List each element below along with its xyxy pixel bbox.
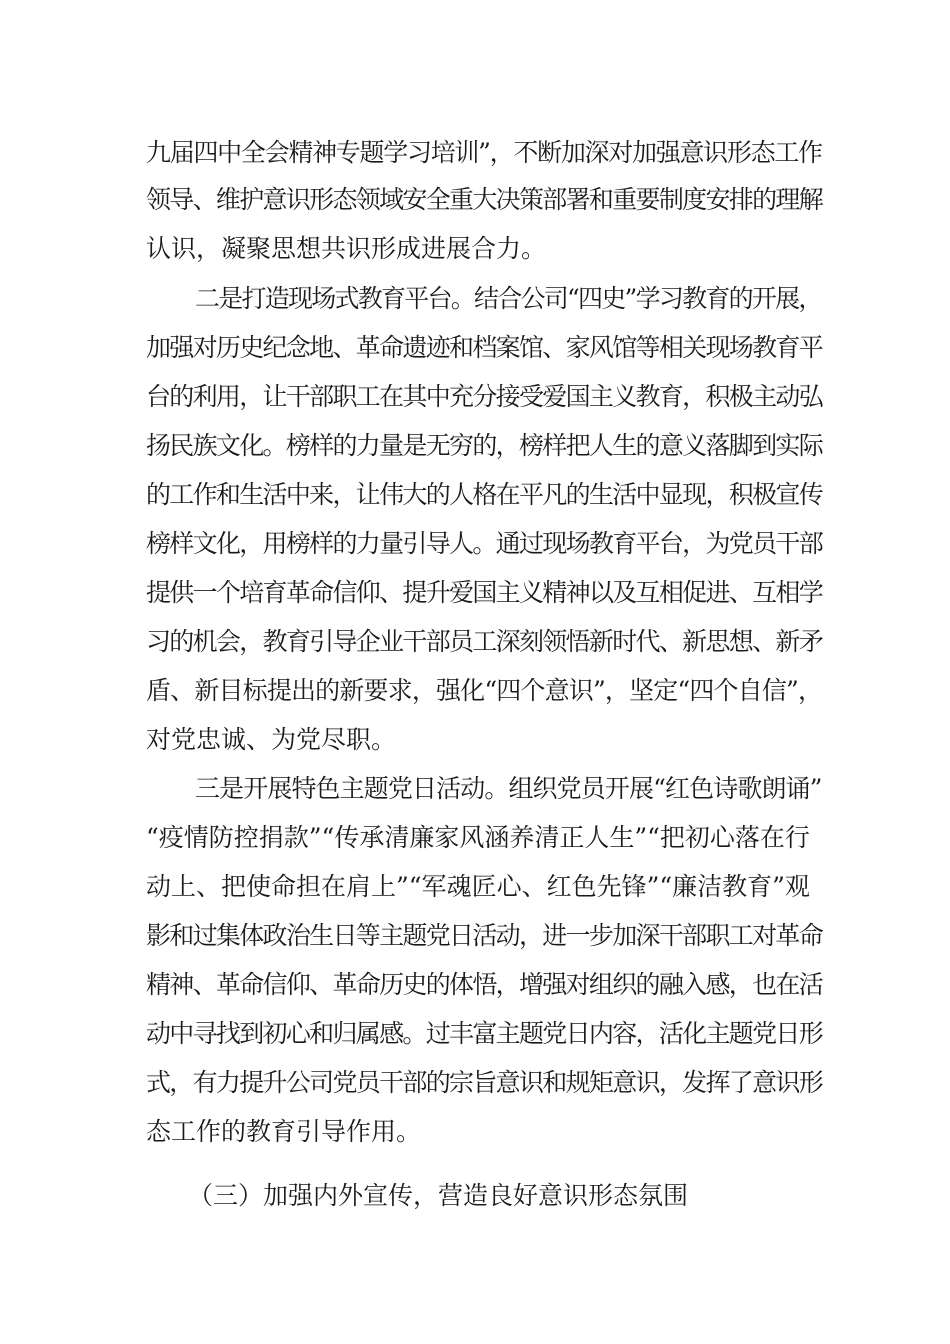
text-line: 提供一个培育革命信仰、提升爱国主义精神以及互相促进、互相学 [146, 578, 823, 607]
section-heading: （三）加强内外宣传，营造良好意识形态氛围 [188, 1181, 689, 1210]
text-line: 盾、新目标提出的新要求，强化“四个意识”，坚定“四个自信”， [146, 676, 823, 705]
text-line: 影和过集体政治生日等主题党日活动，进一步加深干部职工对革命 [146, 921, 823, 950]
text-line: 领导、维护意识形态领域安全重大决策部署和重要制度安排的理解 [146, 185, 823, 214]
text-line: 三是开展特色主题党日活动。组织党员开展“红色诗歌朗诵” [195, 774, 822, 803]
text-line: 九届四中全会精神专题学习培训”，不断加深对加强意识形态工作 [146, 138, 822, 167]
text-line: 认识，凝聚思想共识形成进展合力。 [146, 234, 547, 263]
text-line: 加强对历史纪念地、革命遗迹和档案馆、家风馆等相关现场教育平 [146, 333, 823, 362]
text-line: 式，有力提升公司党员干部的宗旨意识和规矩意识，发挥了意识形 [146, 1068, 823, 1097]
text-line: 对党忠诚、为党尽职。 [146, 725, 397, 754]
text-line: 二是打造现场式教育平台。结合公司“四史”学习教育的开展， [195, 284, 822, 313]
text-line: 扬民族文化。榜样的力量是无穷的，榜样把人生的意义落脚到实际 [146, 431, 823, 460]
text-line: 动上、把使命担在肩上”“军魂匠心、红色先锋”“廉洁教育”观 [146, 872, 810, 901]
text-line: 习的机会，教育引导企业干部员工深刻领悟新时代、新思想、新矛 [146, 627, 823, 656]
text-line: 动中寻找到初心和归属感。过丰富主题党日内容，活化主题党日形 [146, 1019, 823, 1048]
text-line: 台的利用，让干部职工在其中充分接受爱国主义教育，积极主动弘 [146, 382, 823, 411]
text-line: 的工作和生活中来，让伟大的人格在平凡的生活中显现，积极宣传 [146, 480, 823, 509]
text-line: 态工作的教育引导作用。 [146, 1117, 422, 1146]
text-line: 榜样文化，用榜样的力量引导人。通过现场教育平台，为党员干部 [146, 529, 823, 558]
text-line: “疫情防控捐款”“传承清廉家风涵养清正人生”“把初心落在行 [146, 823, 810, 852]
text-line: 精神、革命信仰、革命历史的体悟，增强对组织的融入感，也在活 [146, 970, 823, 999]
